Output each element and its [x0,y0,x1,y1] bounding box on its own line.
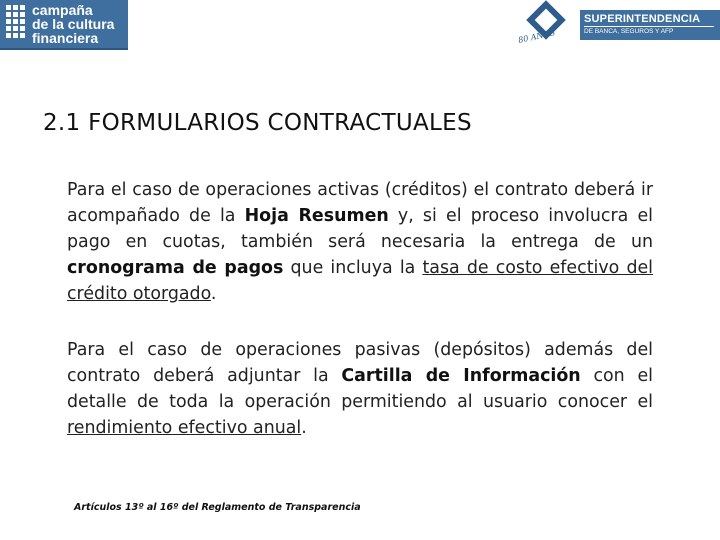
campaign-logo-line2: de la cultura [32,16,115,32]
paragraph-passive-operations: Para el caso de operaciones pasivas (depósitos) además del contrato deberá adjuntar la Cartilla de Información con el detalle de toda la operación permitiendo al usuario conocer el rendimiento efectivo anual. [67,340,653,438]
sbs-title: SUPERINTENDENCIA [584,13,701,25]
sbs-band [580,10,720,40]
campaign-logo-line1: campaña [32,2,93,18]
paragraph-active-operations: Para el caso de operaciones activas (créditos) el contrato deberá ir acompañado de la Hoja Resumen y, si el proceso involucra el pago en cuotas, también será necesaria la entrega de un cronograma de pagos que incluya la tasa de costo efectivo del crédito otorgado. [67,180,654,304]
anniversary-label: 80 AÑOS [517,28,557,45]
cronograma-term: cronograma de pagos [67,258,284,278]
tasa-costo-efectivo-term: tasa de costo efectivo del crédito otorgado [67,258,654,304]
rendimiento-term: rendimiento efectivo anual [67,418,302,438]
campaign-logo [0,0,128,50]
sbs-subtitle: DE BANCA, SEGUROS Y AFP [584,28,674,35]
page-title: 2.1 FORMULARIOS CONTRACTUALES [43,110,472,136]
sbs-logo [512,2,720,48]
campaign-logo-line3: financiera [32,30,99,46]
campaign-logo-text [32,3,114,45]
grid-icon [6,5,26,43]
cartilla-term: Cartilla de Información [341,366,581,386]
header [0,0,720,60]
hoja-resumen-term: Hoja Resumen [244,206,389,226]
footnote: Artículos 13º al 16º del Reglamento de Transparencia [74,502,361,513]
